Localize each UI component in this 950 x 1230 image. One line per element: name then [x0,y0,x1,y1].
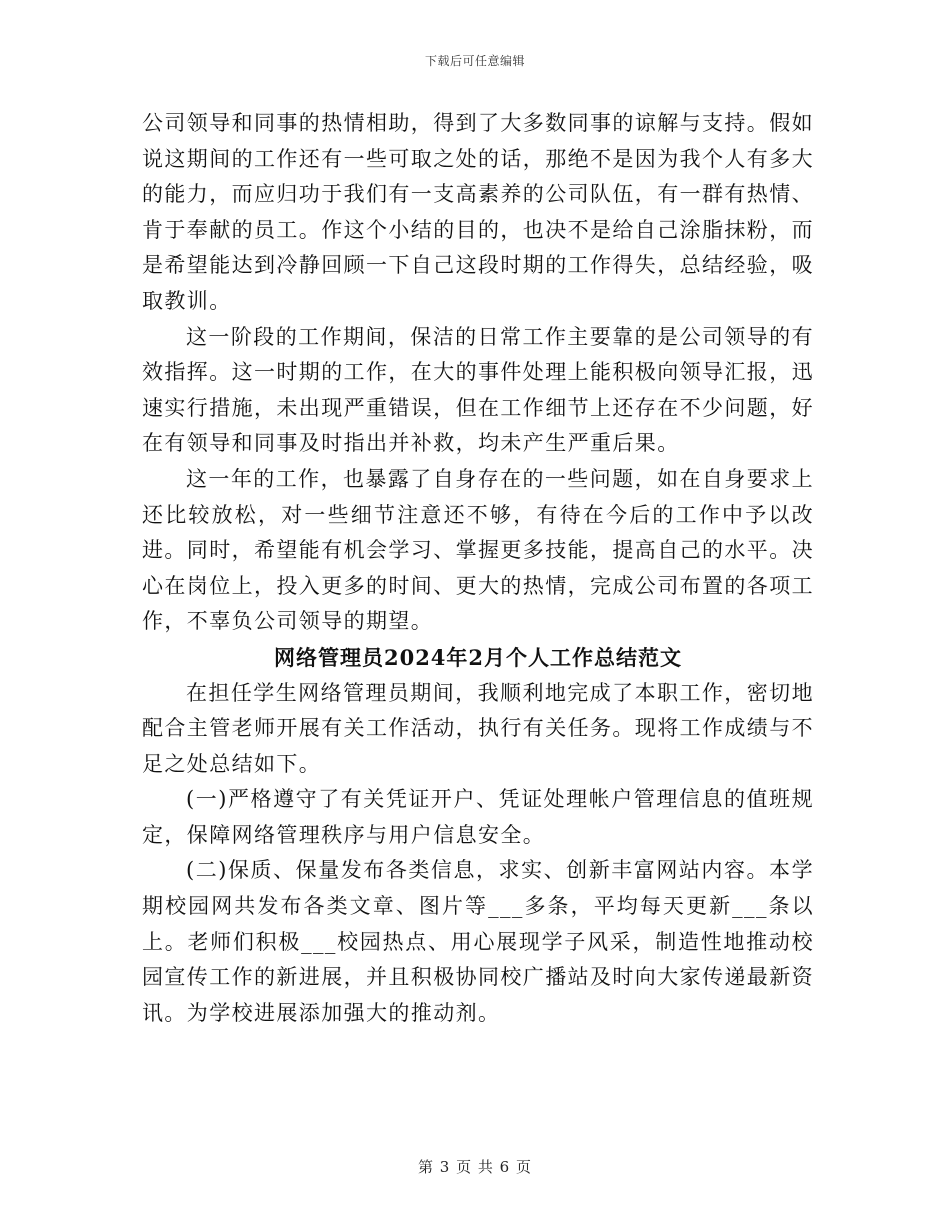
paragraph-cleaning-work: 这一阶段的工作期间，保洁的日常工作主要靠的是公司领导的有效指挥。这一时期的工作，在大的事件处理上能积极向领导汇报，迅速实行措施，未出现严重错误，但在工作细节上还存在不少问题，好在有领导和同事及时指出并补救，均未产生严重后果。 [142,324,814,456]
paragraph-self-problems: 这一年的工作，也暴露了自身存在的一些问题，如在自身要求上还比较放松，对一些细节注意还不够，有待在今后的工作中予以改进。同时，希望能有机会学习、掌握更多技能，提高自己的水平。决心在岗位上，投入更多的时间、更大的热情，完成公司布置的各项工作，不辜负公司领导的期望。 [142,466,814,634]
section-title: 网络管理员2024年2月个人工作总结范文 [273,644,683,670]
document-body [142,106,814,1031]
page-header: 下载后可任意编辑 [424,54,525,68]
page-number-footer: 第 3 页 共 6 页 [418,1158,532,1176]
paragraph-item-2: (二)保质、保量发布各类信息，求实、创新丰富网站内容。本学期校园网共发布各类文章、图片等___多条，平均每天更新___条以上。老师们积极___校园热点、用心展现学子风采，制造性地推动校园宣传工作的新进展，并且积极协同校广播站及时向大家传递最新资讯。为学校进展添加强大的推动剂。 [142,858,814,1025]
paragraph-item-1: (一)严格遵守了有关凭证开户、凭证处理帐户管理信息的值班规定，保障网络管理秩序与用户信息安全。 [142,787,814,847]
paragraph-continued: 公司领导和同事的热情相助，得到了大多数同事的谅解与支持。假如说这期间的工作还有一些可取之处的话，那绝不是因为我个人有多大的能力，而应归功于我们有一支高素养的公司队伍，有一群有热情、肯于奉献的员工。作这个小结的目的，也决不是给自己涂脂抹粉，而是希望能达到冷静回顾一下自己这段时期的工作得失，总结经验，吸取教训。 [142,111,814,313]
paragraph-intro: 在担任学生网络管理员期间，我顺利地完成了本职工作，密切地配合主管老师开展有关工作活动，执行有关任务。现将工作成绩与不足之处总结如下。 [142,680,814,776]
